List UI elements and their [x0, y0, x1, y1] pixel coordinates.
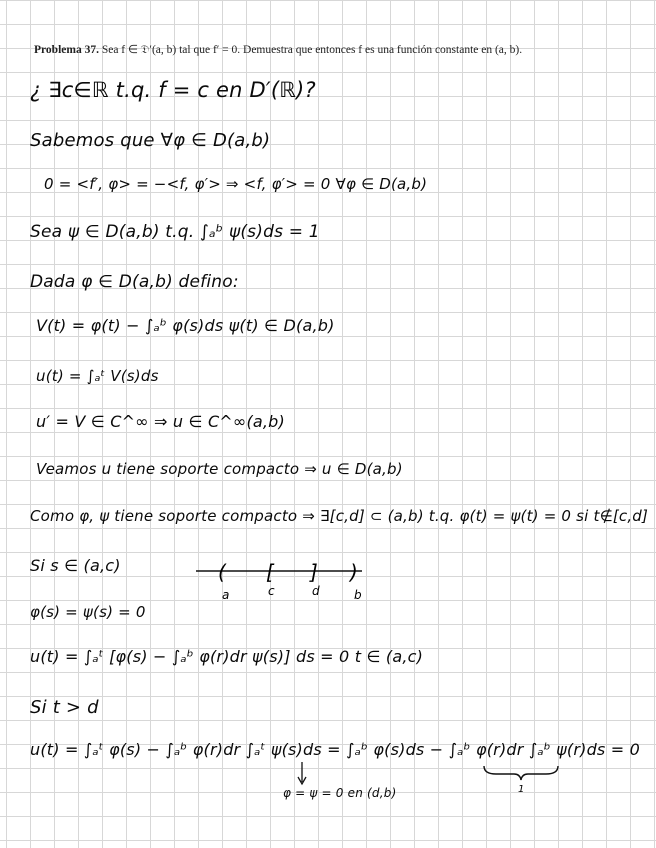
timeline-label-d: d	[312, 584, 320, 598]
note-question: ¿ ∃c∈ℝ t.q. f = c en D′(ℝ)?	[30, 78, 316, 102]
note-dada-phi: Dada φ ∈ D(a,b) defino:	[30, 272, 239, 292]
note-u-zero-right: u(t) = ∫ₐᵗ φ(s) − ∫ₐᵇ φ(r)dr ∫ₐᵗ ψ(s)ds = ∫ₐᵇ φ(s)ds − ∫ₐᵇ φ(r)dr ∫ₐᵇ ψ(r)ds = 0	[30, 740, 641, 759]
timeline-label-a: a	[222, 588, 230, 602]
note-compact-support: Como φ, ψ tiene soporte compacto ⇒ ∃[c,d] ⊂ (a,b) t.q. φ(t) = ψ(t) = 0 si t∉[c,d]	[30, 507, 649, 525]
note-u-definition: u(t) = ∫ₐᵗ V(s)ds	[36, 367, 159, 385]
timeline-bracket-b: )	[350, 560, 358, 584]
note-veamos-support: Veamos u tiene soporte compacto ⇒ u ∈ D(a,b)	[36, 460, 403, 478]
problem-label: Problema 37.	[34, 44, 99, 56]
timeline-bracket-d: ]	[310, 560, 318, 584]
note-psi-definition: Sea ψ ∈ D(a,b) t.q. ∫ₐᵇ ψ(s)ds = 1	[30, 222, 320, 242]
note-phi-psi-zero: φ(s) = ψ(s) = 0	[30, 603, 146, 621]
underbrace	[482, 764, 560, 794]
problem-header	[34, 42, 634, 57]
note-case-s-in-ac: Si s ∈ (a,c)	[30, 556, 121, 575]
note-case-t-gt-d: Si t > d	[30, 697, 99, 718]
note-derivative-identity: 0 = <f′, φ> = −<f, φ′> ⇒ <f, φ′> = 0 ∀φ ∈ D(a,b)	[44, 175, 428, 193]
note-footnote-zero: φ = ψ = 0 en (d,b)	[283, 786, 397, 800]
timeline-label-b: b	[354, 588, 362, 602]
timeline-label-c: c	[268, 584, 275, 598]
timeline-bracket-a: (	[218, 560, 226, 584]
note-v-definition: V(t) = φ(t) − ∫ₐᵇ φ(s)ds ψ(t) ∈ D(a,b)	[36, 316, 335, 335]
interval-timeline	[190, 555, 370, 605]
problem-statement: Sea f ∈ 𝔇′(a, b) tal que f′ = 0. Demuestra que entonces f es una función constante en (a, b).	[101, 44, 523, 56]
note-u-zero-left: u(t) = ∫ₐᵗ [φ(s) − ∫ₐᵇ φ(r)dr ψ(s)] ds = 0 t ∈ (a,c)	[30, 647, 424, 666]
note-sabemos: Sabemos que ∀φ ∈ D(a,b)	[30, 130, 271, 151]
underbrace-label: 1	[518, 784, 525, 794]
down-arrow-icon	[296, 762, 308, 786]
note-u-smooth: u′ = V ∈ C^∞ ⇒ u ∈ C^∞(a,b)	[36, 412, 285, 431]
timeline-bracket-c: [	[266, 560, 274, 584]
